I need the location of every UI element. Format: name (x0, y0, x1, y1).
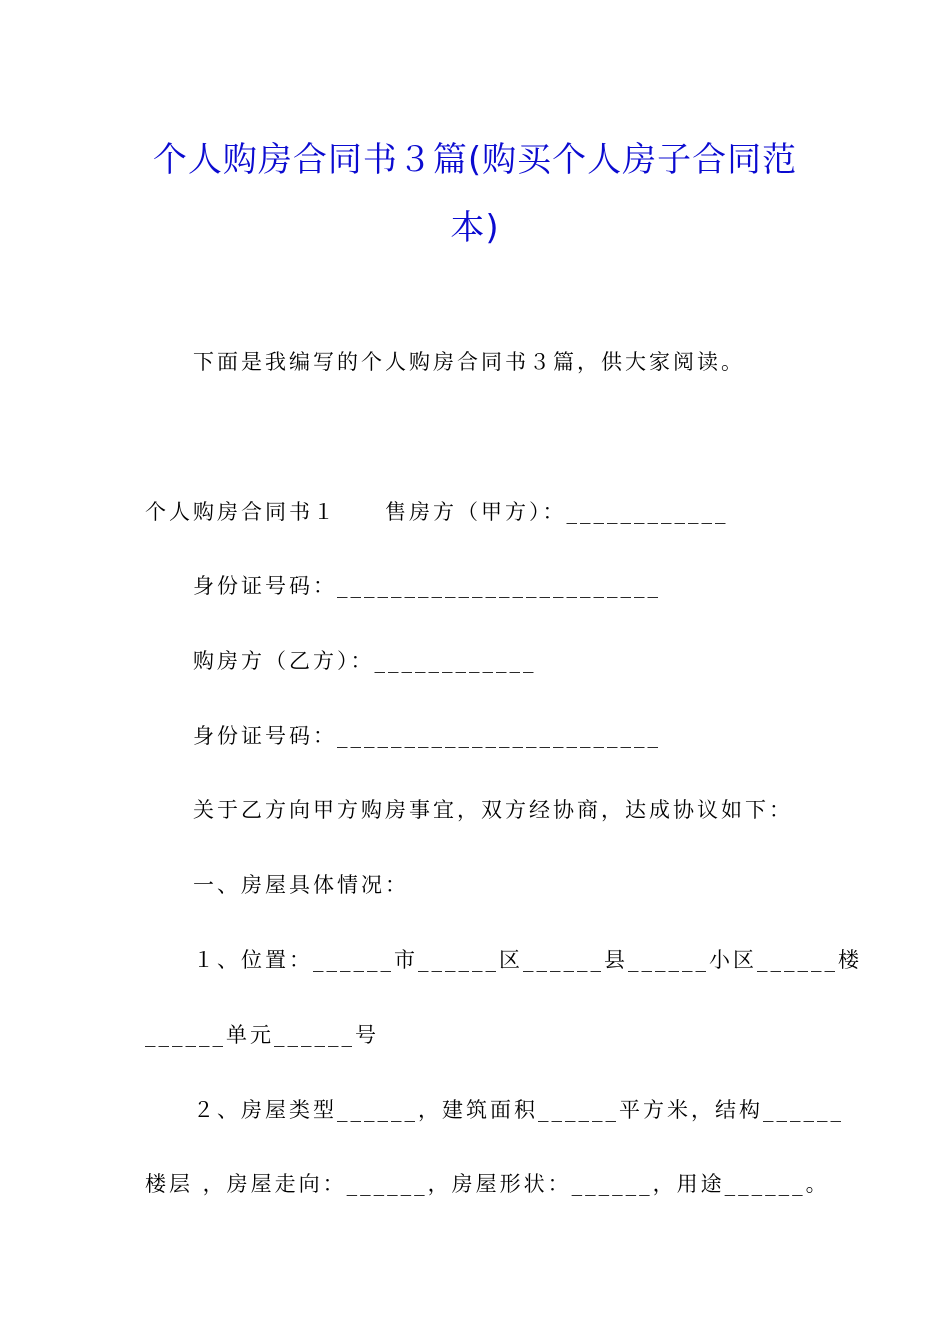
item-2-house-type-line: ２、房屋类型______，建筑面积______平方米，结构______ (193, 1098, 844, 1122)
item-1-location-line: １、位置：______市______区______县______小区______楼 (193, 948, 862, 972)
buyer-id-number-line: 身份证号码：________________________ (193, 724, 661, 748)
document-title-line-1: 个人购房合同书３篇(购买个人房子合同范 (152, 140, 798, 180)
intro-paragraph: 下面是我编写的个人购房合同书３篇，供大家阅读。 (193, 350, 745, 374)
seller-id-number-line: 身份证号码：________________________ (193, 574, 661, 598)
section-1-heading: 一、房屋具体情况： (193, 873, 409, 897)
contract-heading-seller-line: 个人购房合同书１ 售房方（甲方）：____________ (145, 500, 729, 524)
document-title-line-2: 本) (450, 208, 500, 248)
agreement-intro-line: 关于乙方向甲方购房事宜，双方经协商，达成协议如下： (193, 798, 793, 822)
buyer-line: 购房方（乙方）：____________ (193, 649, 537, 673)
item-1-location-continued: ______单元______号 (145, 1023, 379, 1047)
item-2-house-type-continued: 楼层 ，房屋走向：______，房屋形状：______，用途______。 (145, 1172, 830, 1196)
